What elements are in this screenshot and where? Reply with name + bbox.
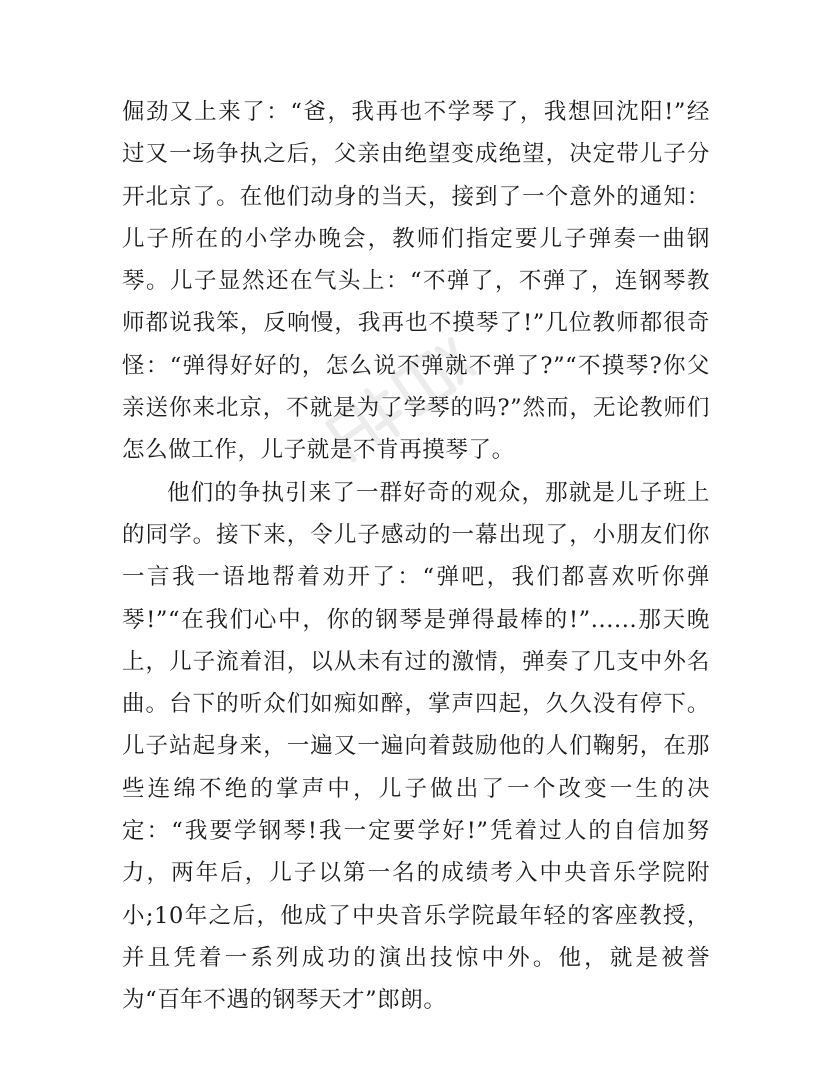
paragraph-1: 倔劲又上来了：“爸，我再也不学琴了，我想回沈阳!”经过又一场争执之后，父亲由绝望变成绝望，决定带儿子分开北京了。在他们动身的当天，接到了一个意外的通知：儿子所在的小学办晚会，教师们指定要儿子弹奏一曲钢琴。儿子显然还在气头上：“不弹了，不弹了，连钢琴教师都说我笨，反响慢，我再也不摸琴了!”几位教师都很奇怪：“弹得好好的，怎么说不弹就不弹了?”“不摸琴?你父亲送你来北京，不就是为了学琴的吗?”然而，无论教师们怎么做工作，儿子就是不肯再摸琴了。 — [122, 99, 710, 464]
article-body — [122, 91, 710, 1022]
paragraph-2: 他们的争执引来了一群好奇的观众，那就是儿子班上的同学。接下来，令儿子感动的一幕出现了，小朋友们你一言我一语地帮着劝开了：“弹吧，我们都喜欢听你弹琴!”“在我们心中，你的钢琴是弹得最棒的!”......那天晚上，儿子流着泪，以从未有过的激情，弹奏了几支中外名曲。台下的听众们如痴如醉，掌声四起，久久没有停下。儿子站起身来，一遍又一遍向着鼓励他的人们鞠躬，在那些连绵不绝的掌声中，儿子做出了一个改变一生的决定：“我要学钢琴!我一定要学好!”凭着过人的自信加努力，两年后，儿子以第一名的成绩考入中央音乐学院附小;10年之后，他成了中央音乐学院最年轻的客座教授，并且凭着一系列成功的演出技惊中外。他，就是被誉为“百年不遇的钢琴天才”郎朗。 — [122, 479, 710, 1014]
